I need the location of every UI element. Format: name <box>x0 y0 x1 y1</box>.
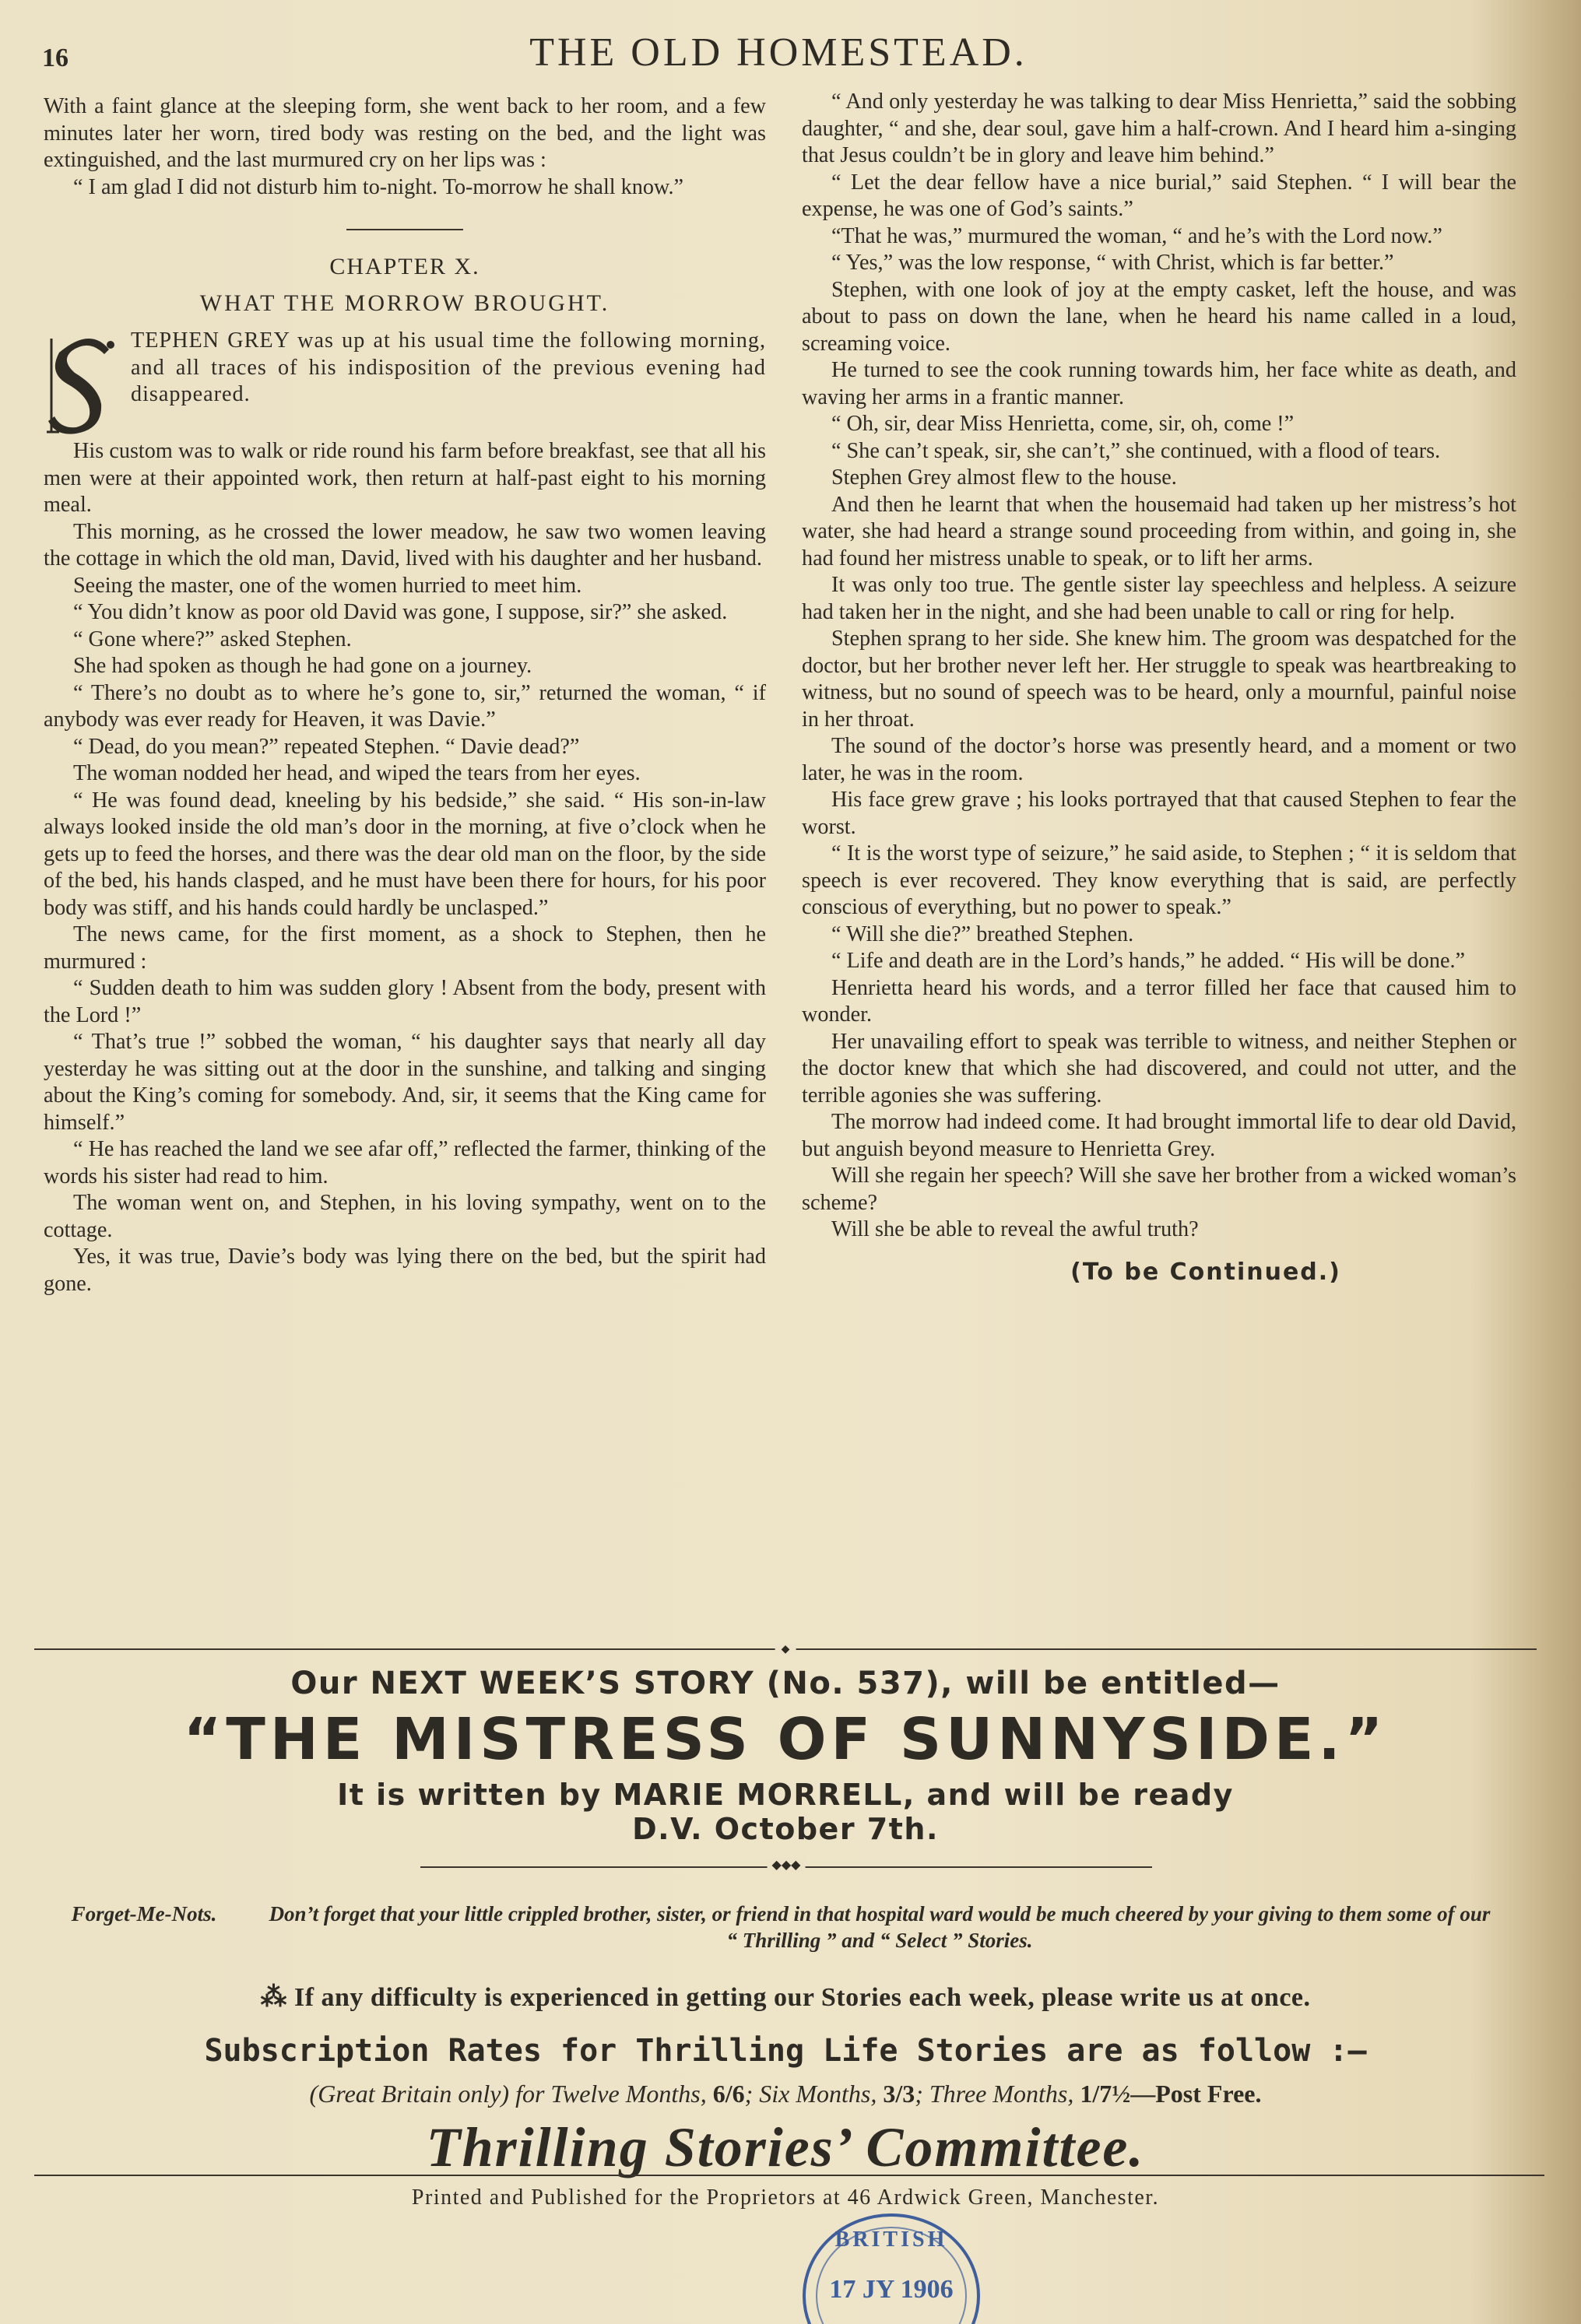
stamp-top-text: BRITISH <box>834 2227 948 2252</box>
paragraph: He turned to see the cook running towards him, her face white as death, and waving her arms in a frantic manner. <box>802 358 1516 409</box>
stamp-date: 17 JY 1906 <box>829 2275 954 2304</box>
paragraph: It was only too true. The gentle sister lay speechless and helpless. A seizure had taken her in the night, and she had been unable to call or ring for help. <box>802 573 1516 624</box>
rate-twelve-months: 6/6 <box>712 2080 745 2108</box>
committee-signature: Thrilling Stories’ Committee. <box>426 2116 1145 2178</box>
diamond-ornament-icon: ◆ <box>775 1644 796 1655</box>
paragraph: Stephen Grey almost flew to the house. <box>831 465 1177 490</box>
paragraph: “ Dead, do you mean?” repeated Stephen. “ Davie dead?” <box>73 734 580 759</box>
paragraph: Stephen sprang to her side. She knew him. The groom was despatched for the doctor, but her brother never left her. Her struggle to speak was heartbreaking to witness, but no sound of speech was to be heard, only a mournful, painful noise in her throat. <box>802 627 1516 732</box>
paragraph: “ He was found dead, kneeling by his bedside,” she said. “ His son-in-law always looked inside the old man’s door in the morning, at five o’clock when he gets up to feed the horses, and there was the dear old man on the floor, by the side of the bed, his hands clasped, and he must have been there for hours, for his poor body was stiff, and his hands could hardly be unclasped.” <box>44 788 766 920</box>
drop-cap-ornament <box>44 329 118 438</box>
page-number: 16 <box>42 44 69 72</box>
paragraph: This morning, as he crossed the lower meadow, he saw two women leaving the cottage in which the old man, David, lived with his daughter and her husband. <box>44 519 766 570</box>
ready-date: D.V. October 7th. <box>632 1812 939 1846</box>
paragraph: “ There’s no doubt as to where he’s gone to, sir,” returned the woman, “ if anybody was ever ready for Heaven, it was Davie.” <box>44 680 766 732</box>
left-column <box>44 93 766 1297</box>
paragraph: “ That’s true !” sobbed the woman, “ his daughter says that nearly all day yesterday he was sitting out at the door in the sunshine, and talking and singing about the King’s coming for somebody. And, sir, it seems that the King came for himself.” <box>44 1030 766 1135</box>
paragraph: The woman went on, and Stephen, in his loving sympathy, went on to the cottage. <box>44 1191 766 1242</box>
paragraph: “ It is the worst type of seizure,” he said aside, to Stephen ; “ it is seldom that speech is ever recovered. They know everything that is said, are perfectly conscious of everything, but no power to speak.” <box>802 841 1516 919</box>
running-title: THE OLD HOMESTEAD. <box>529 30 1028 75</box>
paragraph: “ Let the dear fellow have a nice burial,” said Stephen. “ I will bear the expense, he was one of God’s saints.” <box>802 170 1516 221</box>
chapter-number: CHAPTER X. <box>329 254 480 279</box>
rate-three-months: 1/7½ <box>1080 2080 1131 2108</box>
paragraph: With a faint glance at the sleeping form, she went back to her room, and a few minutes later her worn, tired body was resting on the bed, and the light was extinguished, and the last murmured cry on her lips was : <box>44 94 766 172</box>
story-divider <box>34 1644 1537 1655</box>
subscription-heading: Subscription Rates for Thrilling Life Stories are as follow :— <box>204 2033 1367 2069</box>
paragraph: Her unavailing effort to speak was terrible to witness, and neither Stephen or the doctor knew that which she had discovered, and could not utter, and the terrible agonies she was suffering. <box>802 1029 1516 1108</box>
paragraph: “That he was,” murmured the woman, “ and he’s with the Lord now.” <box>831 223 1442 248</box>
to-be-continued: (To be Continued.) <box>1070 1258 1341 1286</box>
paragraph: Henrietta heard his words, and a terror filled her face that caused him to wonder. <box>802 975 1516 1027</box>
forget-me-nots-label: Forget-Me-Nots. <box>71 1902 217 1926</box>
author-line <box>34 1778 1537 1846</box>
footer-rule <box>34 2175 1544 2176</box>
paragraph: “ He has reached the land we see afar off,” reflected the farmer, thinking of the words his sister had read to him. <box>44 1137 766 1188</box>
paragraph: Will she be able to reveal the awful truth? <box>831 1217 1199 1241</box>
opening-paragraph: TEPHEN GREY was up at his usual time the following morning, and all traces of his indisposition of the previous evening had disappeared. <box>131 328 766 406</box>
section-rule <box>346 229 463 230</box>
paragraph: Stephen, with one look of joy at the empty casket, left the house, and was about to pass on down the lane, when he heard his name called in a loud, screaming voice. <box>802 277 1516 356</box>
paragraph: The woman nodded her head, and wiped the tears from her eyes. <box>73 761 641 785</box>
next-week-announcement: Our NEXT WEEK’S STORY (No. 537), will be entitled— <box>290 1666 1281 1701</box>
paragraph: Seeing the master, one of the women hurried to meet him. <box>73 573 582 598</box>
imprint-line: Printed and Published for the Proprietors at 46 Ardwick Green, Manchester. <box>411 2185 1160 2210</box>
british-museum-stamp-icon <box>794 2210 989 2324</box>
paragraph: The news came, for the first moment, as a shock to Stephen, then he murmured : <box>44 922 766 974</box>
author-text: It is written by MARIE MORRELL, and will be ready <box>337 1778 1234 1812</box>
paragraph: “ Will she die?” breathed Stephen. <box>831 922 1134 946</box>
right-column <box>802 89 1516 1286</box>
chapter-opening <box>44 328 766 409</box>
drop-cap-s-icon <box>44 329 118 438</box>
paragraph: His custom was to walk or ride round his farm before breakfast, see that all his men were at their appointed work, then return at half-past eight to his morning meal. <box>44 439 766 517</box>
paragraph: His face grew grave ; his looks portrayed that that caused Stephen to fear the worst. <box>802 788 1516 839</box>
paragraph: She had spoken as though he had gone on a journey. <box>73 654 532 678</box>
chapter-title: WHAT THE MORROW BROUGHT. <box>199 290 610 316</box>
paragraph: Yes, it was true, Davie’s body was lying there on the bed, but the spirit had gone. <box>44 1244 766 1296</box>
paragraph: The sound of the doctor’s horse was presently heard, and a moment or two later, he was in the room. <box>802 734 1516 785</box>
paragraph: “ Yes,” was the low response, “ with Christ, which is far better.” <box>831 251 1394 275</box>
next-story-title: “THE MISTRESS OF SUNNYSIDE.” <box>183 1706 1388 1773</box>
rate-six-months: 3/3 <box>883 2080 915 2108</box>
subscription-rates: (Great Britain only) for Twelve Months, 6/6; Six Months, 3/3; Three Months, 1/7½—Post Free. <box>309 2080 1262 2108</box>
ornamental-rule <box>420 1857 1152 1872</box>
delivery-notice: ⁂ If any difficulty is experienced in getting our Stories each week, please write us at once. <box>260 1983 1311 2012</box>
paragraph: “ Oh, sir, dear Miss Henrietta, come, sir, oh, come !” <box>831 412 1295 436</box>
paragraph: “ You didn’t know as poor old David was gone, I suppose, sir?” she asked. <box>73 600 728 624</box>
paragraph: “ And only yesterday he was talking to dear Miss Henrietta,” said the sobbing daughter, “ and she, dear soul, gave him a half-crown. And I heard him a-singing that Jesus couldn’t be in glory and leave him behind.” <box>802 90 1516 167</box>
paragraph: Will she regain her speech? Will she save her brother from a wicked woman’s scheme? <box>802 1164 1516 1215</box>
forget-me-nots-text: Don’t forget that your little crippled brother, sister, or friend in that hospital ward would be much cheered by your giving to them some of our “ Thrilling ” and “ Select ” Stories. <box>269 1902 1491 1952</box>
paragraph: “ Life and death are in the Lord’s hands,” he added. “ His will be done.” <box>831 949 1466 973</box>
paragraph: And then he learnt that when the housemaid had taken up her mistress’s hot water, she had heard a strange sound proceeding from within, and going in, she had found her mistress unable to speak, or to lift her arms. <box>802 492 1516 570</box>
paragraph: “ Sudden death to him was sudden glory ! Absent from the body, present with the Lord !” <box>44 976 766 1027</box>
paragraph: The morrow had indeed come. It had brought immortal life to dear old David, but anguish beyond measure to Henrietta Grey. <box>802 1110 1516 1161</box>
paragraph: “ I am glad I did not disturb him to-night. To-morrow he shall know.” <box>73 174 684 199</box>
page-header <box>31 25 1526 79</box>
paragraph: “ Gone where?” asked Stephen. <box>73 627 352 651</box>
triple-diamond-ornament-icon: ◆◆◆ <box>768 1857 806 1872</box>
library-stamp <box>794 2210 989 2324</box>
paragraph: “ She can’t speak, sir, she can’t,” she continued, with a flood of tears. <box>831 438 1441 463</box>
